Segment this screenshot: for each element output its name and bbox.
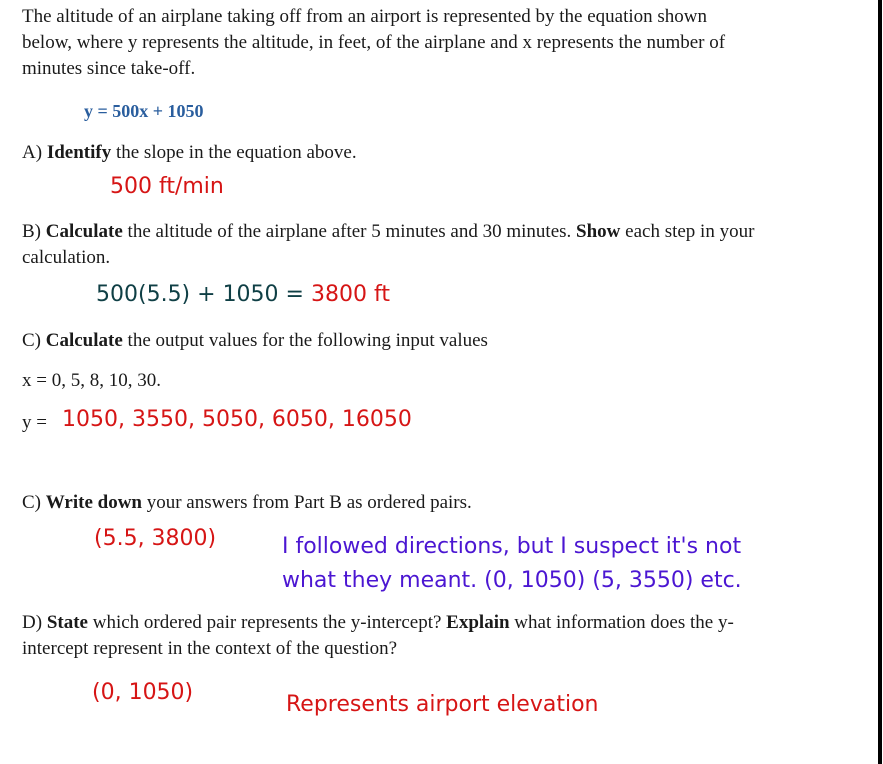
intro-line-2: below, where y represents the altitude, in feet, of the airplane and x represents the number of [22,32,726,53]
part-c1-keyword: Calculate [45,330,123,351]
part-b-label: B) [22,221,46,242]
part-a-keyword: Identify [46,142,112,163]
part-d-note: Represents airport elevation [286,692,599,717]
part-c2-label: C) [22,492,46,513]
part-d-keyword-1: State [46,612,88,633]
part-b-keyword-2: Show [576,221,621,242]
part-d-label: D) [22,612,47,633]
part-d-answer: (0, 1050) [92,680,194,705]
part-b-question-line-1 [22,219,754,245]
part-c1-label: C) [22,330,46,351]
part-c2-text: your answers from Part B as ordered pairs. [141,492,472,513]
part-c2-keyword: Write down [45,492,142,513]
part-c1-text: the output values for the following input values [122,330,488,351]
part-d-text-2: what information does the y- [509,612,734,633]
part-d-keyword-2: Explain [446,612,510,633]
part-c2-answer: (5.5, 3800) [94,526,217,551]
part-b-question-line-2: calculation. [22,247,111,268]
part-c2-note-line-2: what they meant. (0, 1050) (5, 3550) etc. [282,568,742,593]
part-d-question-line-1 [22,610,734,636]
part-d-question-line-2: intercept represent in the context of the question? [22,638,398,659]
intro-line-3: minutes since take-off. [22,58,196,79]
part-b-answer: 3800 ft [310,282,390,307]
part-a-text: the slope in the equation above. [111,142,357,163]
part-b-work [96,280,390,310]
right-border [878,0,882,764]
part-c2-question [22,490,472,516]
equation: y = 500x + 1050 [84,101,204,121]
part-a-answer: 500 ft/min [110,174,224,199]
part-c1-y-answer: 1050, 3550, 5050, 6050, 16050 [62,407,412,432]
part-a-label: A) [22,142,47,163]
part-b-text-1: the altitude of the airplane after 5 minutes and 30 minutes. [122,221,577,242]
part-c2-note-line-1: I followed directions, but I suspect it's not [282,534,742,559]
part-b-keyword-1: Calculate [45,221,123,242]
part-c1-question [22,328,488,354]
part-b-calculation: 500(5.5) + 1050 = [96,282,311,307]
part-b-text-2: each step in your [620,221,755,242]
part-d-text-1: which ordered pair represents the y-intercept? [87,612,447,633]
part-a-question [22,140,357,166]
intro-line-1: The altitude of an airplane taking off from an airport is represented by the equation shown [22,6,708,27]
part-c1-x-values: x = 0, 5, 8, 10, 30. [22,370,161,391]
part-c1-y-label: y = [22,412,47,433]
